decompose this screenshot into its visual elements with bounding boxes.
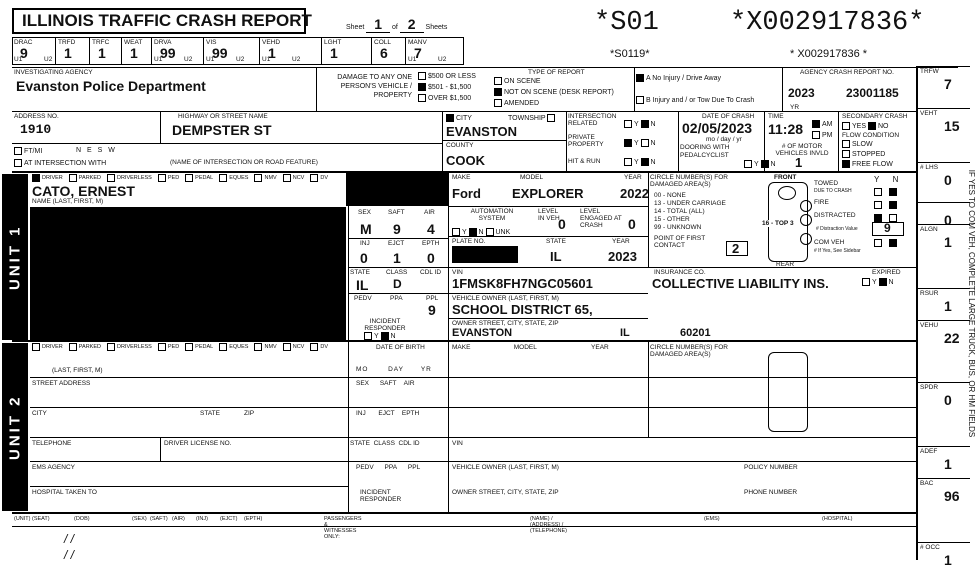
unit2-damage-label: CIRCLE NUMBER(S) FOR DAMAGED AREA(S) xyxy=(650,344,729,358)
sidebar-value: 1 xyxy=(944,298,952,314)
unit1-name: CATO, ERNEST xyxy=(32,183,135,199)
distraction-value-u1: 9 xyxy=(884,221,891,235)
address-value: 1910 xyxy=(20,122,52,137)
redaction-plate xyxy=(452,246,518,263)
code-unit: U1 xyxy=(14,56,23,63)
handwriting-marks: / / xyxy=(64,532,75,546)
damage-circle-2-u1 xyxy=(800,200,812,212)
sidebar-value: 1 xyxy=(944,234,952,250)
unit2-state-label: STATE xyxy=(200,410,220,417)
unit2-tag: UNIT 2 xyxy=(2,343,28,511)
agency-value: Evanston Police Department xyxy=(16,78,206,94)
agency-label: INVESTIGATING AGENCY xyxy=(14,69,93,76)
date-hint: mo / day / yr xyxy=(706,136,742,143)
damage-opt-2: $501 - $1,500 xyxy=(418,83,471,91)
comveh-boxes-u1 xyxy=(874,239,899,247)
bottom-col-label: (EMS) xyxy=(704,516,720,522)
sidebar-label: RSUR xyxy=(920,290,939,297)
code-value: 9 xyxy=(20,45,28,61)
owner-city: EVANSTON xyxy=(452,327,513,339)
unit2-inj-ejct: INJ EJCT EPTH xyxy=(356,410,420,417)
redaction-1 xyxy=(346,172,448,206)
expired-label-u1: EXPIRED xyxy=(872,269,901,276)
damage-opt-1: $500 OR LESS xyxy=(418,72,476,80)
inj-value: 0 xyxy=(360,250,368,266)
saft-label: SAFT xyxy=(388,209,405,216)
sidebar-label: # OCC xyxy=(920,544,940,551)
code-unit: U1 xyxy=(408,56,417,63)
barcode-right: *X002917836* xyxy=(730,8,925,38)
unit-type-option: DRIVER xyxy=(32,175,63,181)
yr-label: YR xyxy=(790,104,800,111)
responder-yn: Y N xyxy=(364,332,396,340)
year-value: 2022 xyxy=(620,186,649,201)
right-note: IF YES TO COM VEH, COMPLETE LARGE TRUCK, BUS, OR HM FIELDS xyxy=(967,169,976,438)
damage-opt-3: OVER $1,500 xyxy=(418,94,471,102)
date-value: 02/05/2023 xyxy=(682,120,753,136)
com-veh-u1: COM VEH xyxy=(814,239,845,246)
sheet-indicator: Sheet 1 of 2 Sheets xyxy=(346,16,448,32)
code-label: DRAC xyxy=(14,39,33,46)
county-label: COUNTY xyxy=(446,142,474,149)
bottom-col-label: (HOSPITAL) xyxy=(822,516,853,522)
secondary-yn: YES NO xyxy=(842,122,888,130)
pedv-label: PEDV xyxy=(354,295,372,302)
code-unit: U2 xyxy=(184,56,193,63)
rear-label-u1: REAR xyxy=(776,261,795,268)
level-engaged-value: 0 xyxy=(628,216,636,232)
code-value: 99 xyxy=(212,45,228,61)
dl-state-label: STATE xyxy=(350,269,370,276)
code-label: DRVA xyxy=(154,39,172,46)
first-contact-label-u1: POINT OF FIRST CONTACT xyxy=(654,235,706,249)
ejct-value: 1 xyxy=(393,250,401,266)
unit-type-option: PARKED xyxy=(69,175,101,181)
bottom-col-label: (SEAT) xyxy=(32,516,50,522)
hit-run-yn: Y N xyxy=(624,158,656,166)
unit2-responder: INCIDENT RESPONDER xyxy=(360,489,402,503)
unit2-zip-label: ZIP xyxy=(244,410,255,417)
sidebar-value: 1 xyxy=(944,552,952,568)
report-title: ILLINOIS TRAFFIC CRASH REPORT xyxy=(22,11,312,30)
bottom-col-label: (NAME) / (ADDRESS) / (TELEPHONE) xyxy=(530,516,567,534)
dooring: DOORING WITH PEDALCYCLIST xyxy=(680,144,730,159)
unit-type-option: DRIVERLESS xyxy=(107,175,152,181)
private-property: PRIVATE PROPERTY xyxy=(568,134,604,148)
owner-zip: 60201 xyxy=(680,327,711,339)
report-type-label: TYPE OF REPORT xyxy=(528,69,585,76)
code-value: 99 xyxy=(160,45,176,61)
sidebar-label: BAC xyxy=(920,480,934,487)
crash-no: 23001185 xyxy=(846,86,899,100)
ppl-value: 9 xyxy=(428,302,436,318)
damage-circle-4-u1 xyxy=(800,233,812,245)
flow-opts: SLOW STOPPED FREE FLOW xyxy=(842,140,893,170)
am-pm: AM PM xyxy=(812,119,833,141)
date-label: DATE OF CRASH xyxy=(702,113,755,120)
code-label: LGHT xyxy=(324,39,342,46)
sidebar-label: TRFW xyxy=(920,68,939,75)
insurance-label-u1: INSURANCE CO. xyxy=(654,269,706,276)
unit2-dob-fields: MO DAY YR xyxy=(356,366,432,373)
damage-circle-3-u1 xyxy=(800,214,812,226)
time-value: 11:28 xyxy=(768,121,804,137)
township-label: TOWNSHIP xyxy=(508,114,557,122)
ejct-label: EJCT xyxy=(388,240,405,247)
fire-u1: FIRE xyxy=(814,199,829,206)
code-label: TRFD xyxy=(58,39,76,46)
dl-state-value: IL xyxy=(356,277,369,293)
unit-type-option: NMV xyxy=(254,344,276,350)
epth-label: EPTH xyxy=(422,240,440,247)
sidebar-value: 0 xyxy=(944,212,952,228)
code-unit: U1 xyxy=(206,56,215,63)
unit2-sex-saft: SEX SAFT AIR xyxy=(356,380,415,387)
plate-label: PLATE NO. xyxy=(452,238,486,245)
unit-type-option: PED xyxy=(158,175,179,181)
unit2-name-label: (LAST, FIRST, M) xyxy=(52,367,103,374)
front-label-u1: FRONT xyxy=(774,174,797,181)
bottom-col-label: (DOB) xyxy=(74,516,90,522)
ft-mi: FT/MI xyxy=(14,147,42,155)
unit-type-option: NCV xyxy=(283,344,305,350)
handwriting-marks-2: / / xyxy=(64,548,75,562)
owner-value: SCHOOL DISTRICT 65, xyxy=(452,302,593,317)
damage-codes-u1: 00 - NONE 13 - UNDER CARRIAGE 14 - TOTAL (ALL) 15 - OTHER 99 - UNKNOWN xyxy=(654,192,726,231)
report-type-2: NOT ON SCENE (DESK REPORT) xyxy=(494,88,614,96)
unit1-tag: UNIT 1 xyxy=(2,174,28,340)
bottom-col-label: (INJ) xyxy=(196,516,208,522)
unit-type-option: DV xyxy=(310,175,328,181)
code-label: VEHD xyxy=(262,39,281,46)
class-value: D xyxy=(393,277,402,291)
sidebar-label: # LHS xyxy=(920,164,939,171)
intersection-related-yn: Y N xyxy=(624,120,656,128)
unit2-policy: POLICY NUMBER xyxy=(744,464,798,471)
unit2-phone2: PHONE NUMBER xyxy=(744,489,798,496)
automation-label: AUTOMATION SYSTEM xyxy=(470,208,514,222)
yn-boxes-u1 xyxy=(874,186,899,225)
level-in-value: 0 xyxy=(558,216,566,232)
bottom-col-label: (SEX) xyxy=(132,516,147,522)
unit2-make-model: MAKE MODEL YEAR xyxy=(452,344,609,351)
directions: N E S W xyxy=(76,147,117,154)
bottom-col-label: PASSENGERS & WITNESSES ONLY: xyxy=(324,516,362,540)
year-label: YEAR xyxy=(624,174,642,181)
model-label: MODEL xyxy=(520,174,544,181)
plate-state-value: IL xyxy=(550,249,562,264)
epth-value: 0 xyxy=(427,250,435,266)
sidebar-label: ALGN xyxy=(920,226,938,233)
sex-label: SEX xyxy=(358,209,372,216)
owner-label: VEHICLE OWNER (LAST, FIRST, M) xyxy=(452,295,559,302)
code-value: 1 xyxy=(330,45,338,61)
code-value: 6 xyxy=(380,45,388,61)
sidebar-value: 96 xyxy=(944,488,960,504)
report-type-3: AMENDED xyxy=(494,99,539,107)
com-veh-hint-u1: # If Yes, See Sidebar xyxy=(814,248,861,254)
expired-yn-u1: Y N xyxy=(862,278,894,286)
barcode-right-small: * X002917836 * xyxy=(790,48,868,60)
owner-state: IL xyxy=(620,327,630,339)
unit-type-option: PARKED xyxy=(69,344,101,350)
level-engaged-label: LEVEL ENGAGED AT CRASH xyxy=(580,208,622,229)
time-label: TIME xyxy=(768,113,784,120)
plate-year-label: YEAR xyxy=(612,238,630,245)
plate-state-label: STATE xyxy=(546,238,566,245)
responder-label: INCIDENT RESPONDER xyxy=(364,318,406,332)
code-label: VIS xyxy=(206,39,217,46)
bottom-col-label: (SAFT) xyxy=(150,516,168,522)
unit2-vin: VIN xyxy=(452,440,463,447)
distracted-u1: DISTRACTED xyxy=(814,212,856,219)
sidebar-value: 0 xyxy=(944,172,952,188)
sidebar-value: 1 xyxy=(944,456,952,472)
unit2-pedv: PEDV PPA PPL xyxy=(356,464,421,471)
unit2-hospital-label: HOSPITAL TAKEN TO xyxy=(32,489,97,496)
unit1-name-label: NAME (LAST, FIRST, M) xyxy=(32,198,104,205)
street-value: DEMPSTER ST xyxy=(172,122,272,138)
car-diagram-u2 xyxy=(768,352,808,432)
vehicles-label: # OF MOTOR VEHICLES INVLD xyxy=(775,143,829,157)
vehicles-count: 1 xyxy=(795,155,803,170)
code-unit: U2 xyxy=(44,56,53,63)
barcode-left: *S01 xyxy=(594,8,659,38)
level-in-label: LEVEL IN VEH xyxy=(538,208,560,222)
code-value: 1 xyxy=(130,45,138,61)
unit-type-option: NMV xyxy=(254,175,276,181)
unit2-state-class: STATE CLASS CDL ID xyxy=(350,440,420,447)
damage-label: DAMAGE TO ANY ONE PERSON'S VEHICLE / PROPERTY xyxy=(337,74,412,99)
unit-type-option: DRIVERLESS xyxy=(107,344,152,350)
dooring-yn: Y N xyxy=(744,160,776,168)
bottom-col-label: (UNIT) xyxy=(14,516,31,522)
county-value: COOK xyxy=(446,153,485,168)
code-unit: U2 xyxy=(438,56,447,63)
air-label: AIR xyxy=(424,209,435,216)
plate-year-value: 2023 xyxy=(608,249,637,264)
sidebar-label: VEHT xyxy=(920,110,938,117)
injury-a: A No Injury / Drive Away xyxy=(636,74,721,82)
unit2-license-label: DRIVER LICENSE NO. xyxy=(164,440,232,447)
sidebar-value: 22 xyxy=(944,330,960,346)
first-contact-value-u1: 2 xyxy=(732,241,740,256)
car-top-label-u1: 16 - TOP 3 xyxy=(762,220,794,227)
class-label: CLASS xyxy=(386,269,408,276)
vin-value: 1FMSK8FH7NGC05601 xyxy=(452,276,593,291)
ppa-label: PPA xyxy=(390,295,403,302)
code-label: WEAT xyxy=(124,39,143,46)
damage-circle-12-u1 xyxy=(778,186,796,200)
intersection-label: AT INTERSECTION WITH xyxy=(14,159,106,167)
code-unit: U2 xyxy=(292,56,301,63)
street-label: HIGHWAY OR STREET NAME xyxy=(178,113,268,120)
yn-header-u1: Y N xyxy=(874,175,899,184)
unit2-owner-addr: OWNER STREET, CITY, STATE, ZIP xyxy=(452,489,559,496)
code-value: 7 xyxy=(414,45,422,61)
unit2-dob-label: DATE OF BIRTH xyxy=(376,344,425,351)
model-value: EXPLORER xyxy=(512,186,584,201)
unit-type-option: PED xyxy=(158,344,179,350)
bottom-col-label: (EPTH) xyxy=(244,516,263,522)
sidebar-label: VEHU xyxy=(920,322,939,329)
unit-type-option: DV xyxy=(310,344,328,350)
towed-u1: TOWED DUE TO CRASH xyxy=(814,180,852,194)
cdl-label: CDL ID xyxy=(420,269,442,276)
code-label: COLL xyxy=(374,39,391,46)
crash-year: 2023 xyxy=(788,86,815,100)
unit2-types xyxy=(32,343,334,351)
ppl-label: PPL xyxy=(426,295,439,302)
automation-yn: Y N UNK xyxy=(452,228,510,236)
code-unit: U2 xyxy=(236,56,245,63)
redaction-2 xyxy=(30,207,346,340)
code-value: 1 xyxy=(64,45,72,61)
unit-type-option: PEDAL xyxy=(185,344,213,350)
address-label: ADDRESS NO. xyxy=(14,113,59,120)
code-label: TRFC xyxy=(92,39,110,46)
city-value: EVANSTON xyxy=(446,124,518,139)
unit-type-option: PEDAL xyxy=(185,175,213,181)
unit2-ems-label: EMS AGENCY xyxy=(32,464,75,471)
report-type-1: ON SCENE xyxy=(494,77,541,85)
owner-addr-label: OWNER STREET, CITY, STATE, ZIP xyxy=(452,320,559,327)
secondary-label: SECONDARY CRASH xyxy=(842,113,908,120)
barcode-left-small: *S0119* xyxy=(610,48,650,60)
bottom-col-label: (AIR) xyxy=(172,516,185,522)
code-unit: U1 xyxy=(154,56,163,63)
private-property-yn: Y N xyxy=(624,139,656,147)
city-label: CITY xyxy=(446,114,472,122)
sidebar-value: 0 xyxy=(944,392,952,408)
code-label: MANV xyxy=(408,39,427,46)
air-value: 4 xyxy=(427,221,435,237)
crash-no-label: AGENCY CRASH REPORT NO. xyxy=(800,69,894,76)
code-value: 1 xyxy=(268,45,276,61)
unit-type-option: DRIVER xyxy=(32,344,63,350)
intersection-hint: (NAME OF INTERSECTION OR ROAD FEATURE) xyxy=(170,159,318,166)
hit-run: HIT & RUN xyxy=(568,158,601,165)
unit2-city-label: CITY xyxy=(32,410,47,417)
distraction-hint-u1: # Distraction Value xyxy=(816,226,858,232)
sidebar-label: ADEF xyxy=(920,448,938,455)
unit1-types xyxy=(32,174,334,182)
sex-value: M xyxy=(360,221,372,237)
sidebar-value: 15 xyxy=(944,118,960,134)
code-unit: U1 xyxy=(262,56,271,63)
injury-b: B Injury and / or Tow Due To Crash xyxy=(636,96,754,104)
sidebar-value: 7 xyxy=(944,76,952,92)
unit-type-option: EQUES xyxy=(219,344,248,350)
bottom-col-label: (EJCT) xyxy=(220,516,238,522)
make-value: Ford xyxy=(452,186,481,201)
damage-label-u1: CIRCLE NUMBER(S) FOR DAMAGED AREA(S) xyxy=(650,174,729,188)
insurance-value-u1: COLLECTIVE LIABILITY INS. xyxy=(652,276,829,291)
saft-value: 9 xyxy=(393,221,401,237)
vin-label: VIN xyxy=(452,269,463,276)
intersection-related: INTERSECTION RELATED xyxy=(568,113,617,127)
sidebar-label: SPDR xyxy=(920,384,939,391)
flow-label: FLOW CONDITION xyxy=(842,132,900,139)
unit-type-option: NCV xyxy=(283,175,305,181)
code-value: 1 xyxy=(98,45,106,61)
unit-type-option: EQUES xyxy=(219,175,248,181)
unit2-phone-label: TELEPHONE xyxy=(32,440,72,447)
make-label: MAKE xyxy=(452,174,471,181)
unit2-owner: VEHICLE OWNER (LAST, FIRST, M) xyxy=(452,464,559,471)
inj-label: INJ xyxy=(360,240,370,247)
unit2-street-label: STREET ADDRESS xyxy=(32,380,91,387)
